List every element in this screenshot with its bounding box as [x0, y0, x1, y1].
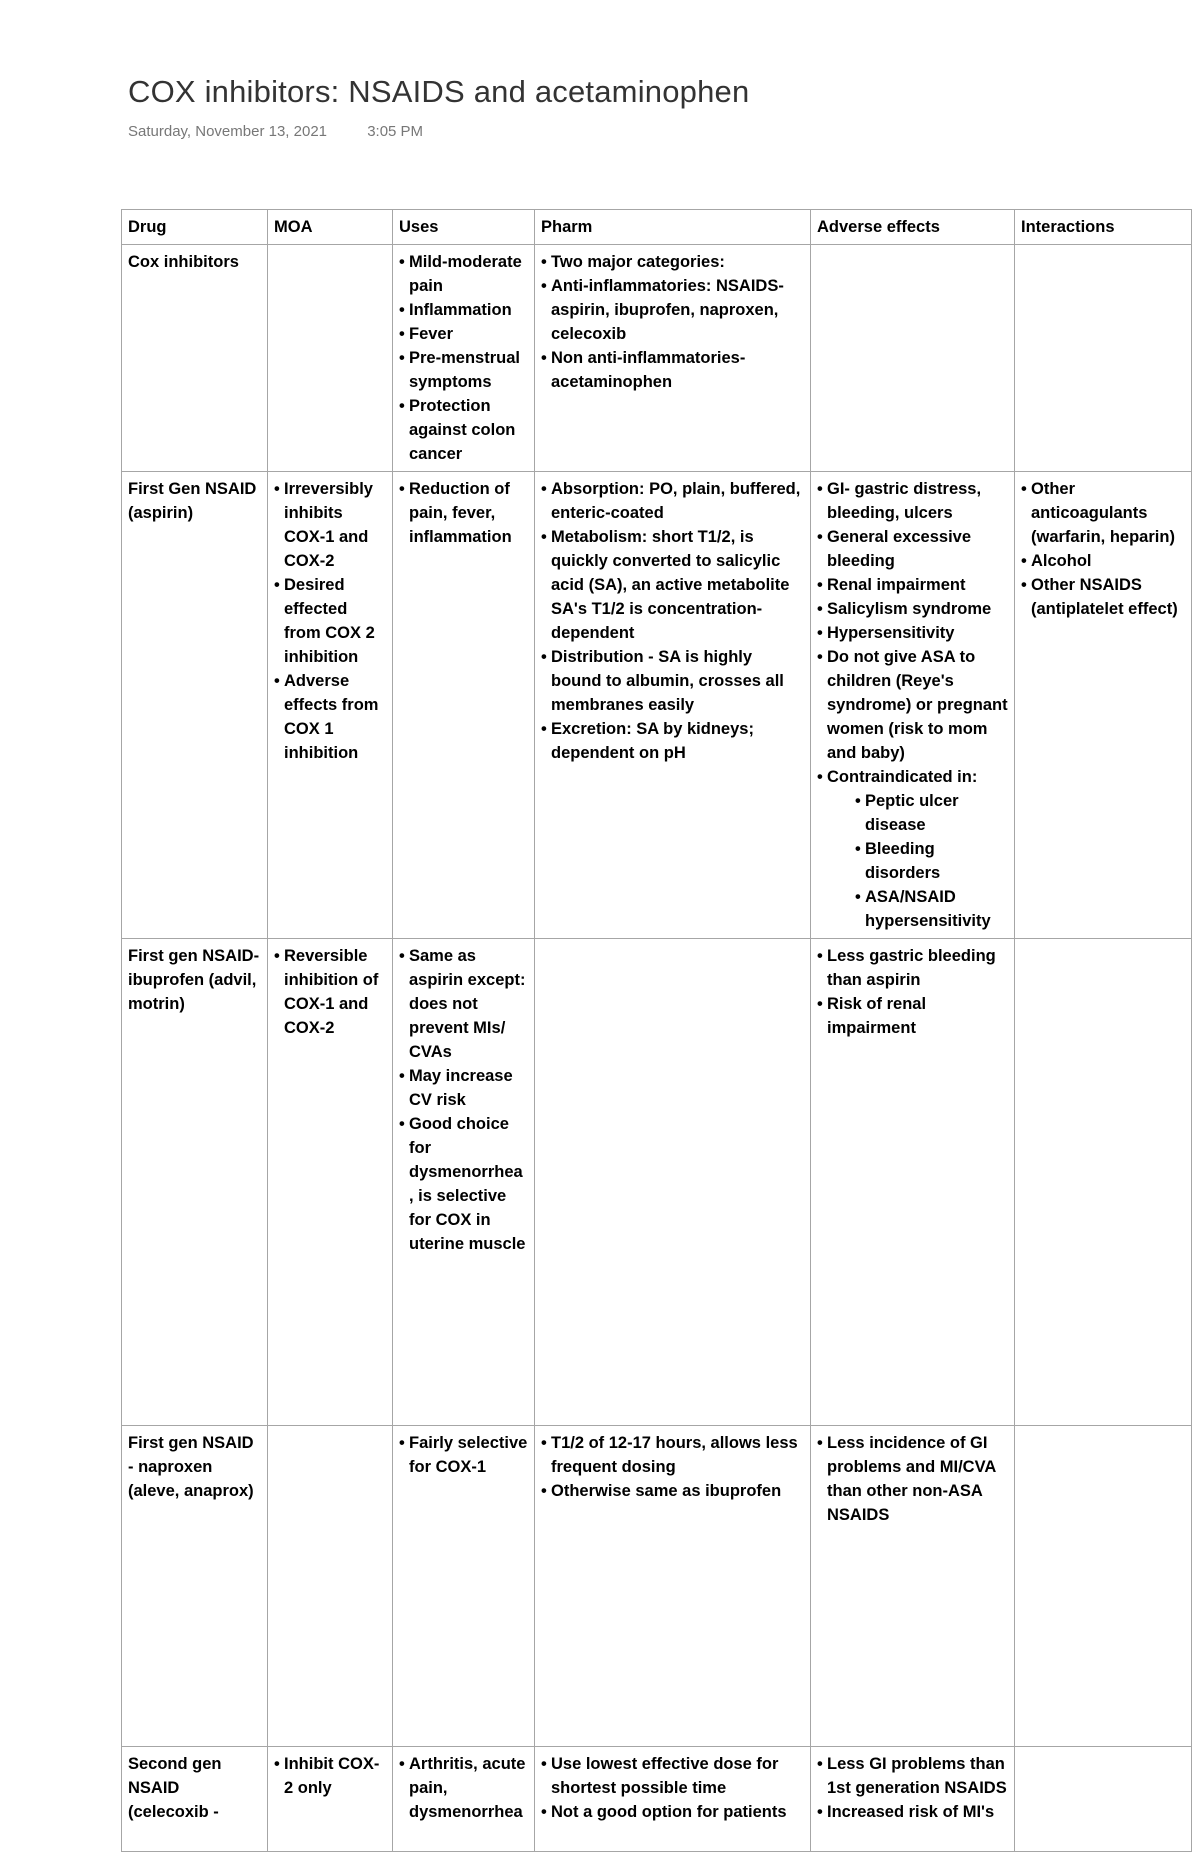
- bullet-item: • Same as aspirin except: does not prevent MIs/ CVAs: [399, 944, 529, 1064]
- bullet-item: • Less incidence of GI problems and MI/CVA than other non-ASA NSAIDS: [817, 1431, 1009, 1527]
- cell-adverse: [811, 472, 1015, 939]
- cell-interactions: [1015, 1426, 1192, 1747]
- bullet-item: • Adverse effects from COX 1 inhibition: [274, 669, 387, 765]
- sub-bullet-item: • Peptic ulcer disease: [855, 789, 1009, 837]
- bullet-item: • Irreversibly inhibits COX-1 and COX-2: [274, 477, 387, 573]
- cell-pharm: [535, 1747, 811, 1852]
- cell-adverse: [811, 245, 1015, 472]
- header-pharm: Pharm: [535, 210, 811, 245]
- cell-uses: [393, 245, 535, 472]
- table-row: [122, 939, 1192, 1426]
- cell-adverse: [811, 939, 1015, 1426]
- bullet-item: • Two major categories:: [541, 250, 805, 274]
- cell-moa: [268, 245, 393, 472]
- bullet-item: • Other anticoagulants (warfarin, heparin): [1021, 477, 1186, 549]
- bullet-item: • Fever: [399, 322, 529, 346]
- bullet-item: • Good choice for dysmenorrhea , is selective for COX in uterine muscle: [399, 1112, 529, 1256]
- cell-uses: [393, 939, 535, 1426]
- table-body: [122, 245, 1192, 1852]
- bullet-item: • Pre-menstrual symptoms: [399, 346, 529, 394]
- cell-interactions: [1015, 245, 1192, 472]
- page-time: 3:05 PM: [367, 123, 424, 140]
- cell-adverse: [811, 1747, 1015, 1852]
- bullet-item: • Anti-inflammatories: NSAIDS- aspirin, ibuprofen, naproxen, celecoxib: [541, 274, 805, 346]
- bullet-item: • Salicylism syndrome: [817, 597, 1009, 621]
- bullet-list: [817, 477, 1009, 789]
- bullet-list: [1021, 477, 1186, 621]
- bullet-item: • Non anti-inflammatories- acetaminophen: [541, 346, 805, 394]
- cell-moa: [268, 472, 393, 939]
- bullet-item: • Arthritis, acute pain, dysmenorrhea: [399, 1752, 529, 1824]
- sub-bullet-list: [855, 789, 1009, 933]
- bullet-list: [541, 250, 805, 394]
- sub-bullet-item: • ASA/NSAID hypersensitivity: [855, 885, 1009, 933]
- bullet-item: • Hypersensitivity: [817, 621, 1009, 645]
- bullet-item: • Other NSAIDS (antiplatelet effect): [1021, 573, 1186, 621]
- bullet-item: • Mild-moderate pain: [399, 250, 529, 298]
- cell-moa: [268, 939, 393, 1426]
- bullet-item: • Contraindicated in:: [817, 765, 1009, 789]
- bullet-list: [541, 477, 805, 765]
- bullet-item: • General excessive bleeding: [817, 525, 1009, 573]
- bullet-item: • Less GI problems than 1st generation NSAIDS: [817, 1752, 1009, 1800]
- bullet-item: • Less gastric bleeding than aspirin: [817, 944, 1009, 992]
- bullet-list: [399, 477, 529, 549]
- cell-drug: First Gen NSAID (aspirin): [122, 472, 268, 939]
- cell-pharm: [535, 245, 811, 472]
- cell-uses: [393, 1426, 535, 1747]
- cell-moa: [268, 1426, 393, 1747]
- bullet-item: • T1/2 of 12-17 hours, allows less frequent dosing: [541, 1431, 805, 1479]
- bullet-item: • Fairly selective for COX-1: [399, 1431, 529, 1479]
- bullet-item: • GI- gastric distress, bleeding, ulcers: [817, 477, 1009, 525]
- table-row: [122, 1747, 1192, 1852]
- bullet-list: [541, 1752, 805, 1824]
- header-interactions: Interactions: [1015, 210, 1192, 245]
- bullet-item: • Reversible inhibition of COX-1 and COX-2: [274, 944, 387, 1040]
- page-date: Saturday, November 13, 2021: [128, 123, 328, 140]
- bullet-list: [399, 944, 529, 1256]
- cell-drug: Second gen NSAID (celecoxib -: [122, 1747, 268, 1852]
- bullet-item: • May increase CV risk: [399, 1064, 529, 1112]
- cell-drug: Cox inhibitors: [122, 245, 268, 472]
- bullet-list: [817, 1431, 1009, 1527]
- bullet-list: [274, 944, 387, 1040]
- table-row: [122, 472, 1192, 939]
- bullet-item: • Excretion: SA by kidneys; dependent on pH: [541, 717, 805, 765]
- drug-table: [121, 209, 1192, 1852]
- table-row: [122, 245, 1192, 472]
- cell-uses: [393, 472, 535, 939]
- cell-pharm: [535, 939, 811, 1426]
- cell-pharm: [535, 1426, 811, 1747]
- header-drug: Drug: [122, 210, 268, 245]
- bullet-item: • Protection against colon cancer: [399, 394, 529, 466]
- header-uses: Uses: [393, 210, 535, 245]
- bullet-item: • Risk of renal impairment: [817, 992, 1009, 1040]
- bullet-list: [274, 1752, 387, 1800]
- bullet-item: • Metabolism: short T1/2, is quickly converted to salicylic acid (SA), an active metabolite SA's T1/2 is concentration-dependent: [541, 525, 805, 645]
- cell-drug: First gen NSAID- ibuprofen (advil, motrin): [122, 939, 268, 1426]
- bullet-item: • Distribution - SA is highly bound to albumin, crosses all membranes easily: [541, 645, 805, 717]
- cell-moa: [268, 1747, 393, 1852]
- bullet-item: • Reduction of pain, fever, inflammation: [399, 477, 529, 549]
- bullet-list: [541, 1431, 805, 1503]
- header-adverse-effects: Adverse effects: [811, 210, 1015, 245]
- bullet-list: [817, 944, 1009, 1040]
- bullet-item: • Inhibit COX-2 only: [274, 1752, 387, 1800]
- bullet-item: • Otherwise same as ibuprofen: [541, 1479, 805, 1503]
- table-container: [121, 209, 1191, 1821]
- page-title: COX inhibitors: NSAIDS and acetaminophen: [128, 74, 750, 109]
- cell-interactions: [1015, 1747, 1192, 1852]
- cell-uses: [393, 1747, 535, 1852]
- table-header-row: [122, 210, 1192, 245]
- bullet-item: • Not a good option for patients: [541, 1800, 805, 1824]
- bullet-item: • Inflammation: [399, 298, 529, 322]
- bullet-list: [817, 1752, 1009, 1824]
- sub-bullet-item: • Bleeding disorders: [855, 837, 1009, 885]
- page-meta: [128, 123, 423, 140]
- bullet-item: • Desired effected from COX 2 inhibition: [274, 573, 387, 669]
- cell-interactions: [1015, 472, 1192, 939]
- table-row: [122, 1426, 1192, 1747]
- bullet-item: • Renal impairment: [817, 573, 1009, 597]
- cell-drug: First gen NSAID - naproxen (aleve, anaprox): [122, 1426, 268, 1747]
- bullet-list: [274, 477, 387, 765]
- bullet-item: • Use lowest effective dose for shortest possible time: [541, 1752, 805, 1800]
- bullet-item: • Increased risk of MI's: [817, 1800, 1009, 1824]
- bullet-list: [399, 1431, 529, 1479]
- bullet-item: • Do not give ASA to children (Reye's syndrome) or pregnant women (risk to mom and baby): [817, 645, 1009, 765]
- header-moa: MOA: [268, 210, 393, 245]
- cell-pharm: [535, 472, 811, 939]
- cell-adverse: [811, 1426, 1015, 1747]
- bullet-list: [399, 1752, 529, 1824]
- cell-interactions: [1015, 939, 1192, 1426]
- bullet-item: • Absorption: PO, plain, buffered, enteric-coated: [541, 477, 805, 525]
- bullet-list: [399, 250, 529, 466]
- bullet-item: • Alcohol: [1021, 549, 1186, 573]
